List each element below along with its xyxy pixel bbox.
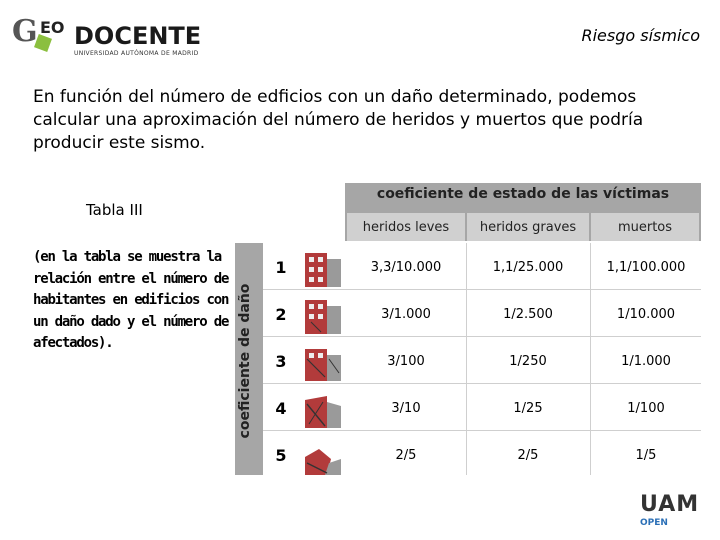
- table-title: Tabla III: [86, 201, 143, 219]
- side-header-label: coeficiente de daño: [237, 283, 253, 439]
- intro-paragraph: En función del número de edficios con un daño determinado, podemos calcular una aproximación del número de heridos y muertos que podría producir este sismo.: [33, 87, 644, 153]
- logo-uam: UAM: [640, 492, 700, 517]
- damage-level-2: 2: [275, 304, 287, 324]
- damage-level-1: 1: [275, 257, 287, 277]
- cell-1-leves: 3,3/10.000: [370, 259, 442, 275]
- table-header-main: coeficiente de estado de las víctimas: [376, 186, 670, 202]
- casualty-table: [235, 183, 701, 475]
- damage-level-5: 5: [275, 445, 287, 465]
- cell-2-leves: 3/1.000: [381, 306, 431, 322]
- building-damage-4-icon: [301, 386, 345, 430]
- cell-5-graves: 2/5: [517, 447, 539, 463]
- cell-2-graves: 1/2.500: [503, 306, 553, 322]
- cell-4-graves: 1/25: [513, 400, 543, 416]
- cell-4-leves: 3/10: [391, 400, 421, 416]
- cell-3-leves: 3/100: [387, 353, 425, 369]
- geodocente-logo: [12, 14, 202, 58]
- building-damage-1-icon: [301, 245, 345, 289]
- building-damage-3-icon: [301, 339, 345, 383]
- logo-docente: DOCENTE: [74, 22, 202, 50]
- building-damage-2-icon: [301, 292, 345, 336]
- logo-university: UNIVERSIDAD AUTÓNOMA DE MADRID: [74, 50, 199, 57]
- table-description: (en la tabla se muestra la relación entre el número de habitantes en edificios con un daño dado y el número de afectados).: [33, 249, 229, 351]
- building-damage-5-icon: [301, 433, 345, 477]
- logo-g: G: [12, 14, 36, 49]
- logo-open: OPEN: [640, 518, 668, 528]
- cell-3-graves: 1/250: [509, 353, 547, 369]
- logo-eo: EO: [40, 18, 65, 37]
- cell-5-muertos: 1/5: [635, 447, 657, 463]
- column-header-heridos-graves: heridos graves: [467, 213, 589, 241]
- cell-4-muertos: 1/100: [627, 400, 665, 416]
- cell-5-leves: 2/5: [395, 447, 417, 463]
- column-header-heridos-leves: heridos leves: [347, 213, 465, 241]
- damage-level-4: 4: [275, 398, 287, 418]
- cell-3-muertos: 1/1.000: [621, 353, 671, 369]
- cell-1-graves: 1,1/25.000: [492, 259, 564, 275]
- cell-1-muertos: 1,1/100.000: [606, 259, 686, 275]
- topic-title: Riesgo sísmico: [581, 26, 700, 45]
- damage-level-3: 3: [275, 351, 287, 371]
- uam-open-logo: [636, 492, 706, 532]
- column-header-muertos: muertos: [591, 213, 699, 241]
- cell-2-muertos: 1/10.000: [616, 306, 676, 322]
